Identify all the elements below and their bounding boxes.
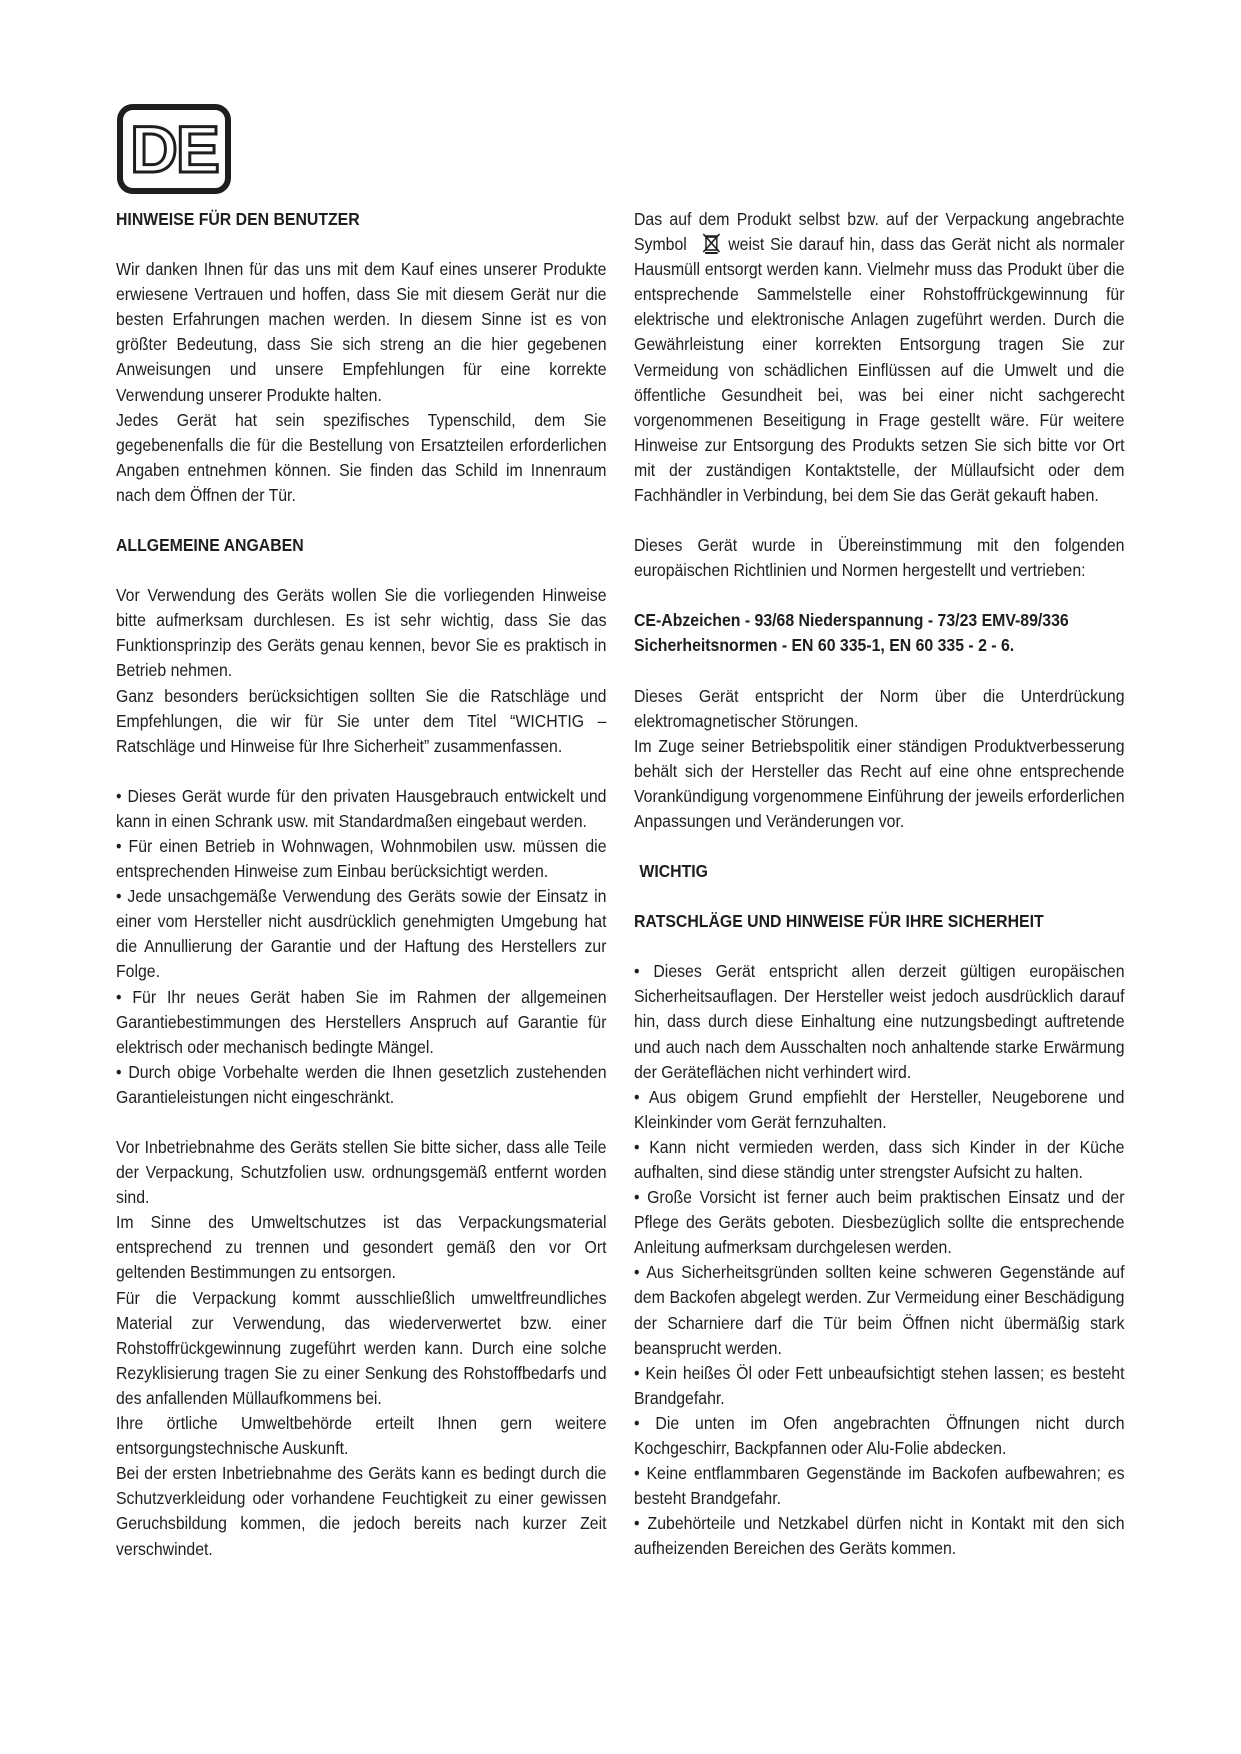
language-badge-label: DE [130, 112, 218, 186]
bullet-item: • Durch obige Vorbehalte werden die Ihnen gesetzlich zustehenden Garantieleistungen nicht eingeschränkt. [116, 1061, 607, 1107]
left-column [116, 207, 607, 1562]
paragraph: Bei der ersten Inbetriebnahme des Geräts kann es bedingt durch die Schutzverkleidung oder vorhandene Feuchtigkeit zu einer gewissen Geruchsbildung kommen, die jedoch bereits nach kurzer Zeit verschwindet. [116, 1463, 607, 1559]
right-column [634, 207, 1125, 1562]
disposal-text-start: Das auf dem Produkt selbst bzw. auf der Verpackung angebrachte Symbol [634, 209, 1125, 255]
bullet-item: • Aus obigem Grund empfiehlt der Hersteller, Neugeborene und Kleinkinder vom Gerät fernzuhalten. [634, 1086, 1125, 1132]
language-badge [117, 104, 231, 194]
bullet-item: • Keine entflammbaren Gegenstände im Backofen aufbewahren; es besteht Brandgefahr. [634, 1463, 1125, 1509]
bullet-item: • Für Ihr neues Gerät haben Sie im Rahmen der allgemeinen Garantiebestimmungen des Herstellers Anspruch auf Garantie für elektrisch oder mechanisch bedingte Mängel. [116, 986, 607, 1057]
bullet-item: • Dieses Gerät wurde für den privaten Hausgebrauch entwickelt und kann in einen Schrank usw. mit Standardmaßen eingebaut werden. [116, 785, 607, 831]
disposal-text-rest: weist Sie darauf hin, dass das Gerät nicht als normaler Hausmüll entsorgt werden kann. Vielmehr muss das Produkt über die entsprechende Sammelstelle einer Rohstoffrückgewinnung für elektrische und elektronische Anlagen zugeführt werden. Durch die Gewährleistung einer korrekten Entsorgung tragen Sie zur Vermeidung von schädlichen Einflüssen auf die Umwelt und die öffentliche Gesundheit bei, was bei einer nicht sachgerecht vorgenommenen Beseitigung in Frage gestellt wäre. Für weitere Hinweise zur Entsorgung des Produkts setzen Sie sich bitte vor Ort mit der zuständigen Kontaktstelle, der Müllaufsicht oder dem Fachhändler in Verbindung, bei dem Sie das Gerät gekauft haben. [634, 234, 1125, 506]
bullet-item: • Kein heißes Öl oder Fett unbeaufsichtigt stehen lassen; es besteht Brandgefahr. [634, 1362, 1125, 1408]
paragraph: Jedes Gerät hat sein spezifisches Typenschild, dem Sie gegebenenfalls die für die Bestellung von Ersatzteilen erforderlichen Angaben entnehmen können. Sie finden das Schild im Innenraum nach dem Öffnen der Tür. [116, 409, 607, 505]
paragraph: Vor Verwendung des Geräts wollen Sie die vorliegenden Hinweise bitte aufmerksam durchlesen. Es ist sehr wichtig, dass Sie das Funktionsprinzip des Geräts genau kennen, bevor Sie es praktisch in Betrieb nehmen. [116, 585, 607, 681]
paragraph: Im Zuge seiner Betriebspolitik einer ständigen Produktverbesserung behält sich der Hersteller das Recht auf eine ohne entsprechende Vorankündigung vorgenommene Einführung der jeweils erforderlichen Anpassungen und Veränderungen vor. [634, 735, 1125, 831]
crossed-out-bin-icon [701, 232, 721, 254]
paragraph: Dieses Gerät wurde in Übereinstimmung mit den folgenden europäischen Richtlinien und Normen hergestellt und vertrieben: [634, 535, 1125, 581]
paragraph: Vor Inbetriebnahme des Geräts stellen Sie bitte sicher, dass alle Teile der Verpackung, Schutzfolien usw. ordnungsgemäß entfernt worden sind. [116, 1137, 607, 1208]
bullet-item: • Dieses Gerät entspricht allen derzeit gültigen europäischen Sicherheitsauflagen. Der Hersteller weist jedoch ausdrücklich darauf hin, dass durch diese Einhaltung eine nutzungsbedingt auftretende und auch nach dem Ausschalten noch anhaltende starke Erwärmung der Geräteflächen nicht verhindert wird. [634, 961, 1125, 1082]
bullet-item: • Jede unsachgemäße Verwendung des Geräts sowie der Einsatz in einer vom Hersteller nicht ausdrücklich genehmigten Umgebung hat die Annullierung der Garantie und der Haftung des Herstellers zur Folge. [116, 886, 607, 982]
bullet-item: • Große Vorsicht ist ferner auch beim praktischen Einsatz und der Pflege des Geräts geboten. Diesbezüglich sollte die entsprechende Anleitung aufmerksam durchgelesen werden. [634, 1187, 1125, 1258]
bullet-item: • Die unten im Ofen angebrachten Öffnungen nicht durch Kochgeschirr, Backpfannen oder Alu-Folie abdecken. [634, 1412, 1125, 1459]
norm-safety: Sicherheitsnormen - EN 60 335-1, EN 60 335 - 2 - 6. [634, 635, 1015, 656]
heading-user-notes: HINWEISE FÜR DEN BENUTZER [116, 209, 360, 229]
paragraph: Im Sinne des Umweltschutzes ist das Verpackungsmaterial entsprechend zu trennen und gesondert gemäß den vor Ort geltenden Bestimmungen zu entsorgen. [116, 1212, 607, 1283]
paragraph: Dieses Gerät entspricht der Norm über die Unterdrückung elektromagnetischer Störungen. [634, 685, 1125, 731]
bullet-item: • Aus Sicherheitsgründen sollten keine schweren Gegenstände auf dem Backofen abgelegt werden. Zur Vermeidung einer Beschädigung der Scharniere darf die Tür beim Öffnen nicht übermäßig stark beansprucht werden. [634, 1262, 1125, 1358]
bullet-item: • Für einen Betrieb in Wohnwagen, Wohnmobilen usw. müssen die entsprechenden Hinweise zum Einbau berücksichtigt werden. [116, 835, 607, 882]
heading-important: WICHTIG [639, 861, 709, 882]
paragraph: Wir danken Ihnen für das uns mit dem Kauf eines unserer Produkte erwiesene Vertrauen und hoffen, dass Sie mit diesem Gerät nur die besten Erfahrungen machen werden. In diesem Sinne ist es von größter Bedeutung, dass Sie sich streng an die hier gegebenen Anweisungen und unsere Empfehlungen für eine korrekte Verwendung unserer Produkte halten. [116, 259, 607, 405]
paragraph: Ihre örtliche Umweltbehörde erteilt Ihnen gern weitere entsorgungstechnische Auskunft. [116, 1413, 607, 1459]
bullet-item: • Zubehörteile und Netzkabel dürfen nicht in Kontakt mit den sich aufheizenden Bereichen des Geräts kommen. [634, 1513, 1125, 1559]
heading-safety-advice: RATSCHLÄGE UND HINWEISE FÜR IHRE SICHERHEIT [634, 911, 1044, 932]
bullet-item: • Kann nicht vermieden werden, dass sich Kinder in der Küche aufhalten, sind diese ständig unter strengster Aufsicht zu halten. [634, 1136, 1125, 1182]
norm-ce: CE-Abzeichen - 93/68 Niederspannung - 73/23 EMV-89/336 [634, 610, 1069, 631]
heading-general-info: ALLGEMEINE ANGABEN [116, 535, 304, 556]
paragraph: Für die Verpackung kommt ausschließlich umweltfreundliches Material zur Verwendung, das wiederverwertet bzw. einer Rohstoffrückgewinnung zugeführt werden kann. Durch eine solche Rezyklisierung tragen Sie zu einer Senkung des Rohstoffbedarfs und des anfallenden Müllaufkommens bei. [116, 1287, 607, 1408]
paragraph: Ganz besonders berücksichtigen sollten Sie die Ratschläge und Empfehlungen, die wir für Sie unter dem Titel “WICHTIG – Ratschläge und Hinweise für Ihre Sicherheit” zusammenfassen. [116, 685, 607, 756]
paragraph-disposal [634, 207, 1125, 508]
